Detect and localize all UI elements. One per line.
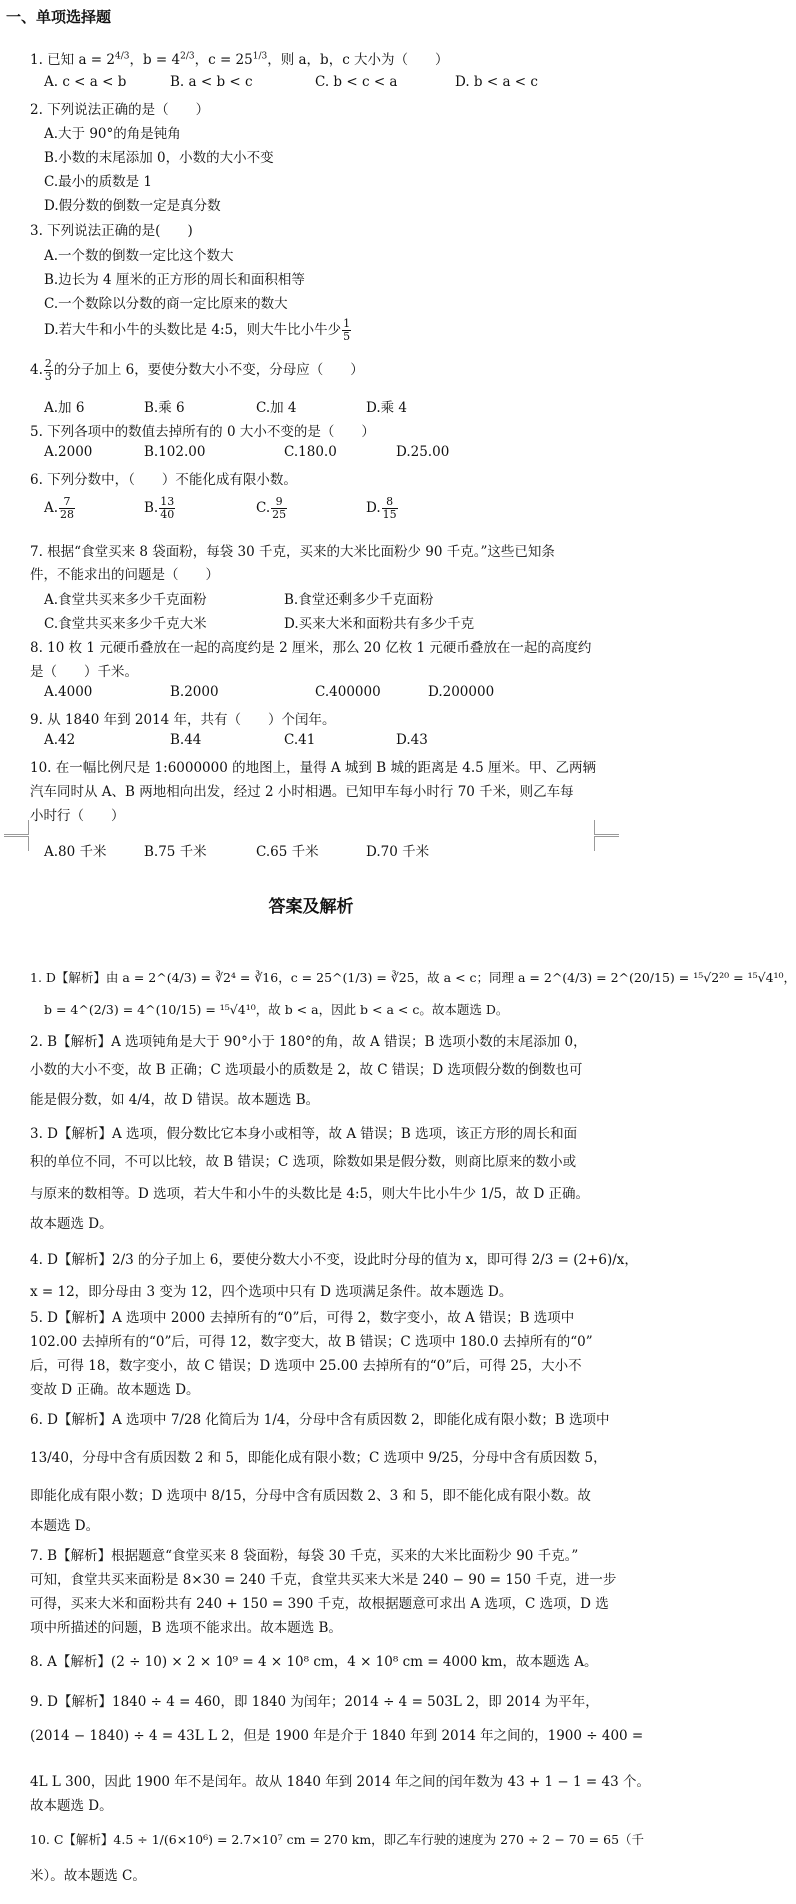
q5-option-d[interactable]: D.25.00 [396, 444, 450, 460]
answer-9-line-4: 故本题选 D。 [30, 1798, 113, 1814]
question-10-stem: 10. 在一幅比例尺是 1:6000000 的地图上，量得 A 城到 B 城的距离是 4.5 厘米。甲、乙两辆 [30, 760, 596, 776]
q2-option-d[interactable]: D.假分数的倒数一定是真分数 [44, 198, 221, 214]
question-5-stem: 5. 下列各项中的数值去掉所有的 0 大小不变的是（ ） [30, 424, 375, 440]
q3-option-c[interactable]: C.一个数除以分数的商一定比原来的数大 [44, 296, 288, 312]
q4-option-b[interactable]: B.乘 6 [144, 400, 185, 416]
answer-6-line-3: 即能化成有限小数；D 选项中 8/15，分母中含有质因数 2、3 和 5，即不能化成有限小数。故 [30, 1488, 591, 1504]
answer-7-line-3: 可得，买来大米和面粉共有 240 + 150 = 390 千克，故根据题意可求出 A 选项，C 选项，D 选 [30, 1596, 609, 1612]
answer-7-line-1: 7. B【解析】根据题意“食堂买来 8 袋面粉，每袋 30 千克，买来的大米比面粉少 90 千克。” [30, 1548, 579, 1564]
q4-option-d[interactable]: D.乘 4 [366, 400, 408, 416]
answer-10-line-1: 10. C【解析】4.5 ÷ 1/(6×10⁶) = 2.7×10⁷ cm = 270 km，即乙车行驶的速度为 270 ÷ 2 − 70 = 65（千 [30, 1832, 645, 1847]
q1-option-d[interactable]: D. b < a < c [455, 74, 538, 90]
q5-option-a[interactable]: A.2000 [44, 444, 93, 460]
question-2-stem: 2. 下列说法正确的是（ ） [30, 102, 210, 118]
q7-option-d[interactable]: D.买来大米和面粉共有多少千克 [284, 616, 475, 632]
q9-option-b[interactable]: B.44 [170, 732, 202, 748]
q8-option-a[interactable]: A.4000 [44, 684, 93, 700]
fraction: $\frac{1}{5}$ [343, 317, 351, 343]
q9-option-a[interactable]: A.42 [44, 732, 76, 748]
answer-6-line-1: 6. D【解析】A 选项中 7/28 化简后为 1/4，分母中含有质因数 2，即能化成有限小数；B 选项中 [30, 1412, 610, 1428]
page-corner-mark [594, 820, 619, 835]
q1-option-a[interactable]: A. c < a < b [44, 74, 127, 90]
answer-8-line-1: 8. A【解析】(2 ÷ 10) × 2 × 10⁹ = 4 × 10⁸ cm，4 × 10⁸ cm = 4000 km，故本题选 A。 [30, 1654, 598, 1670]
answer-3-line-1: 3. D【解析】A 选项，假分数比它本身小或相等，故 A 错误；B 选项，该正方形的周长和面 [30, 1126, 578, 1142]
q6-option-a[interactable]: A. $\frac{7}{28}$ [44, 495, 75, 521]
answer-5-line-1: 5. D【解析】A 选项中 2000 去掉所有的“0”后，可得 2，数字变小，故 A 错误；B 选项中 [30, 1310, 575, 1326]
q10-option-b[interactable]: B.75 千米 [144, 844, 207, 860]
answer-9-line-2: (2014 − 1840) ÷ 4 = 43L L 2，但是 1900 年是介于 1840 年到 2014 年之间的，1900 ÷ 400 = [30, 1728, 644, 1744]
q10-option-a[interactable]: A.80 千米 [44, 844, 107, 860]
answer-10-line-2: 米）。故本题选 C。 [30, 1868, 146, 1884]
answer-1-line-1: 1. D【解析】由 a = 2^(4/3) = ∛2⁴ = ∛16，c = 25^(1/3) = ∛25，故 a < c；同理 a = 2^(4/3) = 2^(20/15) = ¹⁵√2²⁰ = ¹⁵√4¹⁰， [30, 970, 796, 985]
answer-7-line-2: 可知，食堂共买来面粉是 8×30 = 240 千克，食堂共买来大米是 240 − 90 = 150 千克，进一步 [30, 1572, 617, 1588]
answer-3-line-2: 积的单位不同，不可以比较，故 B 错误；C 选项，除数如果是假分数，则商比原来的数小或 [30, 1154, 577, 1170]
question-7-stem: 7. 根据“食堂买来 8 袋面粉，每袋 30 千克，买来的大米比面粉少 90 千克。”这些已知条 [30, 544, 555, 560]
page-corner-mark [594, 836, 619, 851]
q2-option-a[interactable]: A.大于 90°的角是钝角 [44, 126, 181, 142]
answer-2-line-1: 2. B【解析】A 选项钝角是大于 90°小于 180°的角，故 A 错误；B 选项小数的末尾添加 0， [30, 1034, 587, 1050]
section-title: 一、单项选择题 [6, 8, 112, 26]
question-9-stem: 9. 从 1840 年到 2014 年，共有（ ）个闰年。 [30, 712, 336, 728]
answer-3-line-4: 故本题选 D。 [30, 1216, 113, 1232]
q6-option-d[interactable]: D. $\frac{8}{15}$ [366, 495, 397, 521]
question-8-stem-cont: 是（ ）千米。 [30, 664, 138, 680]
q7-option-c[interactable]: C.食堂共买来多少千克大米 [44, 616, 207, 632]
answer-9-line-3: 4L L 300，因此 1900 年不是闰年。故从 1840 年到 2014 年之间的闰年数为 43 + 1 − 1 = 43 个。 [30, 1774, 650, 1790]
question-10-stem-cont2: 小时行（ ） [30, 808, 125, 824]
answer-5-line-4: 变故 D 正确。故本题选 D。 [30, 1382, 200, 1398]
q1-option-b[interactable]: B. a < b < c [170, 74, 253, 90]
answer-3-line-3: 与原来的数相等。D 选项，若大牛和小牛的头数比是 4:5，则大牛比小牛少 1/5，故 D 正确。 [30, 1186, 590, 1202]
answers-title: 答案及解析 [268, 897, 354, 917]
question-7-stem-cont: 件，不能求出的问题是（ ） [30, 567, 219, 583]
q2-option-b[interactable]: B.小数的末尾添加 0，小数的大小不变 [44, 150, 274, 166]
q4-option-c[interactable]: C.加 4 [256, 400, 297, 416]
q7-option-b[interactable]: B.食堂还剩多少千克面粉 [284, 592, 434, 608]
q5-option-b[interactable]: B.102.00 [144, 444, 206, 460]
q5-option-c[interactable]: C.180.0 [284, 444, 337, 460]
q8-option-d[interactable]: D.200000 [428, 684, 495, 700]
answer-7-line-4: 项中所描述的问题，B 选项不能求出。故本题选 B。 [30, 1620, 342, 1636]
question-6-stem: 6. 下列分数中，（ ）不能化成有限小数。 [30, 472, 297, 488]
answer-9-line-1: 9. D【解析】1840 ÷ 4 = 460，即 1840 为闰年；2014 ÷ 4 = 503L 2，即 2014 为平年， [30, 1694, 599, 1710]
q2-option-c[interactable]: C.最小的质数是 1 [44, 174, 153, 190]
answer-5-line-3: 后，可得 18，数字变小，故 C 错误；D 选项中 25.00 去掉所有的“0”后，可得 25，大小不 [30, 1358, 582, 1374]
q6-option-b[interactable]: B. $\frac{13}{40}$ [144, 495, 175, 521]
answer-1-line-2: b = 4^(2/3) = 4^(10/15) = ¹⁵√4¹⁰，故 b < a，因此 b < a < c。故本题选 D。 [44, 1002, 509, 1017]
answer-2-line-3: 能是假分数，如 4/4，故 D 错误。故本题选 B。 [30, 1092, 320, 1108]
question-1-stem: 1. 已知 $a = 2^{4/3}$，$b = 4^{2/3}$，$c = 25^{1/3}$，则 a，b，c 大小为（ ） [30, 51, 449, 68]
q10-option-d[interactable]: D.70 千米 [366, 844, 430, 860]
q9-option-c[interactable]: C.41 [284, 732, 316, 748]
question-8-stem: 8. 10 枚 1 元硬币叠放在一起的高度约是 2 厘米，那么 20 亿枚 1 元硬币叠放在一起的高度约 [30, 640, 592, 656]
answer-4-line-2: x = 12，即分母由 3 变为 12，四个选项中只有 D 选项满足条件。故本题选 D。 [30, 1284, 513, 1300]
q9-option-d[interactable]: D.43 [396, 732, 428, 748]
q7-option-a[interactable]: A.食堂共买来多少千克面粉 [44, 592, 207, 608]
q3-option-a[interactable]: A.一个数的倒数一定比这个数大 [44, 248, 234, 264]
answer-4-line-1: 4. D【解析】2/3 的分子加上 6，要使分数大小不变，设此时分母的值为 x，即可得 2/3 = (2+6)/x， [30, 1252, 638, 1268]
answer-6-line-2: 13/40，分母中含有质因数 2 和 5，即能化成有限小数；C 选项中 9/25，分母中含有质因数 5， [30, 1450, 607, 1466]
page-corner-mark [4, 836, 29, 851]
q10-option-c[interactable]: C.65 千米 [256, 844, 319, 860]
fraction: $\frac{2}{3}$ [44, 357, 52, 383]
q3-option-b[interactable]: B.边长为 4 厘米的正方形的周长和面积相等 [44, 272, 305, 288]
answer-2-line-2: 小数的大小不变，故 B 正确；C 选项最小的质数是 2，故 C 错误；D 选项假分数的倒数也可 [30, 1062, 583, 1078]
q4-option-a[interactable]: A.加 6 [44, 400, 85, 416]
question-4-stem: 4. $\frac{2}{3}$ 的分子加上 6，要使分数大小不变，分母应（ ） [30, 357, 364, 383]
q8-option-c[interactable]: C.400000 [315, 684, 381, 700]
q6-option-c[interactable]: C. $\frac{9}{25}$ [256, 495, 287, 521]
page-corner-mark [4, 820, 29, 835]
question-10-stem-cont: 汽车同时从 A、B 两地相向出发，经过 2 小时相遇。已知甲车每小时行 70 千米，则乙车每 [30, 784, 574, 800]
q1-option-c[interactable]: C. b < c < a [315, 74, 398, 90]
q3-option-d[interactable]: D.若大牛和小牛的头数比是 4:5，则大牛比小牛少 $\frac{1}{5}$ [44, 317, 351, 343]
answer-5-line-2: 102.00 去掉所有的“0”后，可得 12，数字变大，故 B 错误；C 选项中 180.0 去掉所有的“0” [30, 1334, 593, 1350]
answer-6-line-4: 本题选 D。 [30, 1518, 100, 1534]
q8-option-b[interactable]: B.2000 [170, 684, 219, 700]
question-3-stem: 3. 下列说法正确的是( ) [30, 223, 193, 239]
